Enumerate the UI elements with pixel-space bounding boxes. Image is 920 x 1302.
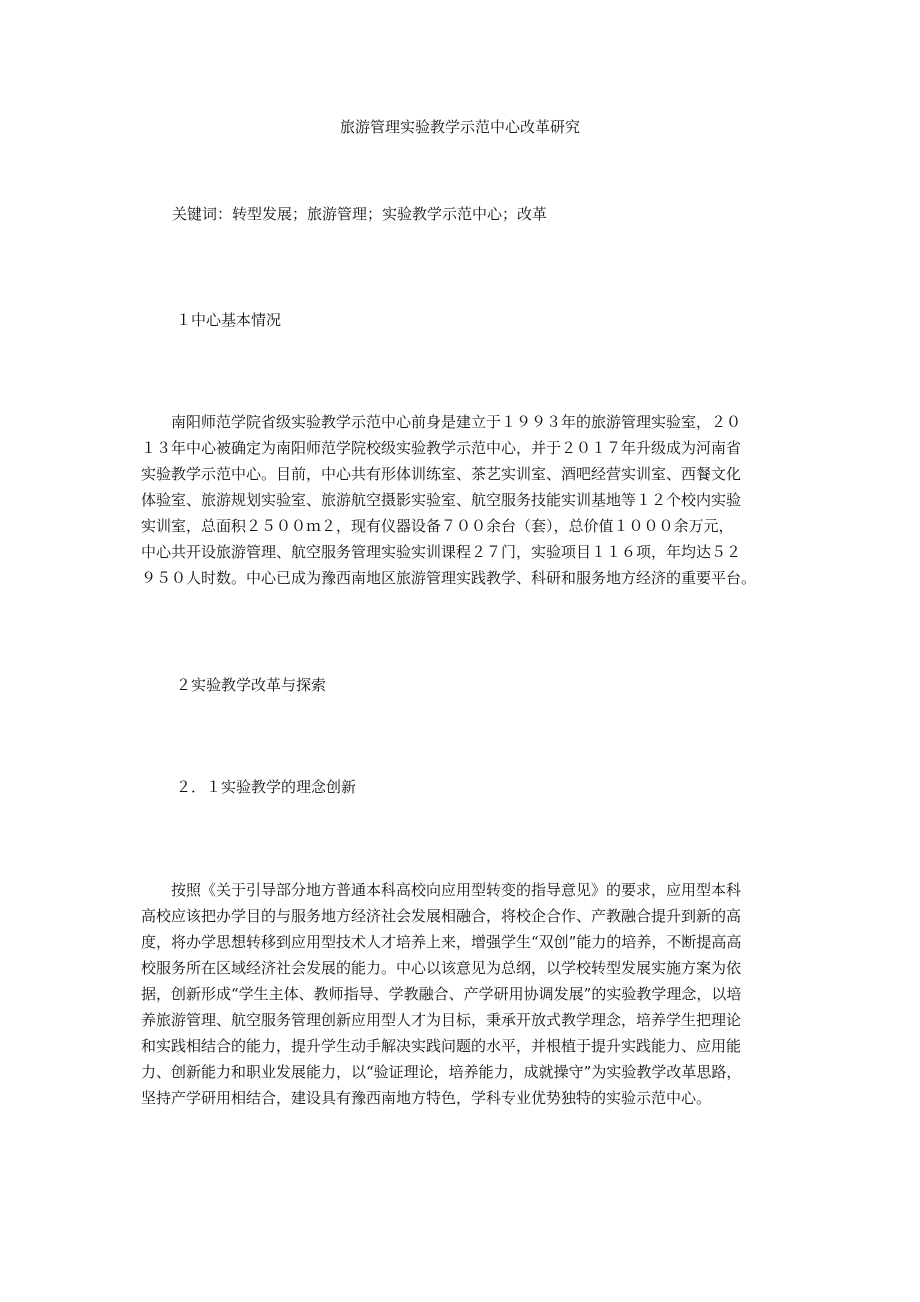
paragraph-line: ９５０人时数。中心已成为豫西南地区旅游管理实践教学、科研和服务地方经济的重要平台。 bbox=[141, 569, 757, 587]
section-heading-2-1: ２．１实验教学的理念创新 bbox=[176, 778, 357, 796]
paragraph-line: 力、创新能力和职业发展能力，以“验证理论，培养能力，成就操守”为实验教学改革思路， bbox=[141, 1063, 742, 1081]
paragraph-line: 实训室，总面积２５００ｍ２，现有仪器设备７００余台（套），总价值１０００余万元， bbox=[141, 517, 734, 535]
paragraph-line: 据，创新形成“学生主体、教师指导、学教融合、产学研用协调发展”的实验教学理念，以培 bbox=[141, 985, 742, 1003]
paragraph-line: 南阳师范学院省级实验教学示范中心前身是建立于１９９３年的旅游管理实验室，２０ bbox=[141, 413, 742, 431]
paragraph-line: 实验教学示范中心。目前，中心共有形体训练室、茶艺实训室、酒吧经营实训室、西餐文化 bbox=[141, 465, 742, 483]
section-heading-1: １中心基本情况 bbox=[176, 311, 282, 329]
paragraph-line: 按照《关于引导部分地方普通本科高校向应用型转变的指导意见》的要求，应用型本科 bbox=[141, 881, 742, 899]
paragraph-line: 中心共开设旅游管理、航空服务管理实验实训课程２７门，实验项目１１６项，年均达５２ bbox=[141, 543, 742, 561]
paragraph-line: 体验室、旅游规划实验室、旅游航空摄影实验室、航空服务技能实训基地等１２个校内实验 bbox=[141, 491, 742, 509]
section-heading-2: ２实验教学改革与探索 bbox=[176, 676, 327, 694]
keywords-line: 关键词：转型发展；旅游管理；实验教学示范中心；改革 bbox=[172, 205, 548, 223]
paragraph-line: 坚持产学研用相结合，建设具有豫西南地方特色，学科专业优势独特的实验示范中心。 bbox=[141, 1089, 712, 1107]
paragraph-line: 和实践相结合的能力，提升学生动手解决实践问题的水平，并根植于提升实践能力、应用能 bbox=[141, 1037, 742, 1055]
paragraph-line: 养旅游管理、航空服务管理创新应用型人才为目标，秉承开放式教学理念，培养学生把理论 bbox=[141, 1011, 742, 1029]
paragraph-line: １３年中心被确定为南阳师范学院校级实验教学示范中心，并于２０１７年升级成为河南省 bbox=[141, 439, 742, 457]
paragraph-line: 校服务所在区域经济社会发展的能力。中心以该意见为总纲，以学校转型发展实施方案为依 bbox=[141, 959, 742, 977]
document-title: 旅游管理实验教学示范中心改革研究 bbox=[339, 118, 580, 136]
section-2-1-paragraph bbox=[141, 877, 787, 1111]
paragraph-line: 高校应该把办学目的与服务地方经济社会发展相融合，将校企合作、产教融合提升到新的高 bbox=[141, 907, 742, 925]
paragraph-line: 度，将办学思想转移到应用型技术人才培养上来，增强学生“双创”能力的培养，不断提高高 bbox=[141, 933, 742, 951]
section-1-paragraph bbox=[141, 409, 787, 591]
